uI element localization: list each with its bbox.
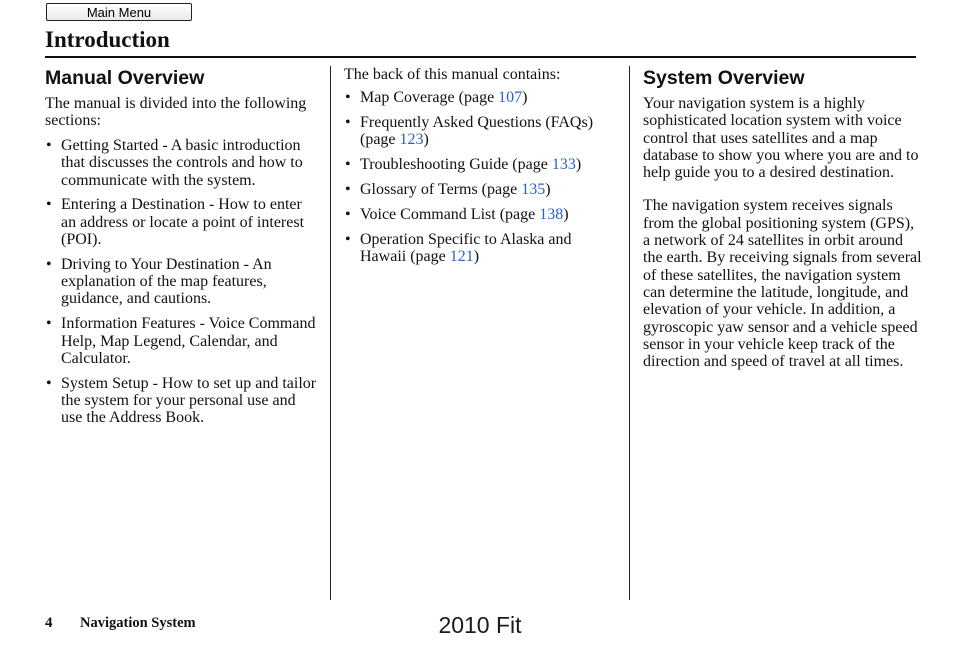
page-link-alaska-hawaii[interactable]: 121 (449, 247, 474, 265)
page-number: 4 (45, 615, 53, 631)
list-item (45, 256, 320, 308)
page-link-map-coverage[interactable]: 107 (498, 89, 523, 107)
back-of-manual-list (344, 89, 619, 265)
bullet-icon: • (46, 255, 52, 273)
bullet-icon: • (345, 230, 351, 248)
paren-close: ) (473, 247, 480, 265)
list-item-text: System Setup - How to set up and tailor the system for your personal use and use the Address Book. (61, 374, 317, 427)
list-item-text: Entering a Destination - How to enter an address or locate a point of interest (POI). (61, 196, 305, 249)
list-item (344, 89, 619, 106)
list-item (45, 137, 320, 189)
back-of-manual-column (344, 66, 619, 265)
bullet-icon: • (46, 137, 52, 155)
bullet-icon: • (345, 205, 351, 223)
column-divider-right (629, 66, 630, 600)
bullet-icon: • (345, 89, 351, 107)
system-overview-title: System Overview (643, 67, 805, 89)
paren-close: ) (575, 156, 582, 174)
watermark: 2010 Fit (438, 612, 522, 638)
bullet-icon: • (46, 315, 52, 333)
list-item (344, 114, 619, 149)
column-divider-left (330, 66, 331, 600)
list-item (45, 196, 320, 248)
list-item-text: Getting Started - A basic introduction that discusses the controls and how to communicate with the system. (61, 137, 303, 189)
main-menu-button[interactable]: Main Menu (46, 3, 192, 21)
paren-close: ) (545, 180, 551, 198)
page-link-voice-command-list[interactable]: 138 (539, 205, 564, 223)
list-item (344, 156, 619, 173)
list-item-text: Voice Command List (page (360, 205, 540, 223)
list-item-text: Driving to Your Destination - An explanation of the map features, guidance, and cautions. (61, 255, 272, 308)
manual-overview-column (45, 66, 320, 427)
list-item-text: Frequently Asked Questions (FAQs) (page (360, 114, 594, 149)
list-item-text: Glossary of Terms (page (360, 180, 522, 198)
system-overview-paragraph-1: Your navigation system is a highly sophisticated location system with voice control that uses satellites and a map database to show you where you are and to help guide you to a desired destination. (643, 95, 919, 182)
list-item (344, 206, 619, 223)
paren-close: ) (563, 205, 569, 223)
bullet-icon: • (46, 196, 52, 214)
page-link-glossary[interactable]: 135 (521, 180, 546, 198)
heading-rule (45, 56, 916, 58)
list-item-text: Information Features - Voice Command Help, Map Legend, Calendar, and Calculator. (61, 315, 316, 367)
bullet-icon: • (345, 180, 351, 198)
bullet-icon: • (345, 156, 351, 174)
bullet-icon: • (46, 374, 52, 392)
list-item-text: Map Coverage (page (360, 89, 499, 107)
system-overview-paragraph-2: The navigation system receives signals from the global positioning system (GPS), a network of 24 satellites in orbit around the earth. By receiving signals from several of these satellites, the navigation system can determine the latitude, longitude, and elevation of your vehicle. In addition, a gyroscopic yaw sensor and a vehicle speed sensor in your vehicle keep track of the direction and speed of travel at all times. (643, 197, 922, 371)
list-item-text: Troubleshooting Guide (page (360, 156, 552, 174)
footer-title: Navigation System (80, 615, 196, 631)
page-link-troubleshooting[interactable]: 133 (551, 156, 576, 174)
list-item (45, 315, 320, 367)
page-heading: Introduction (45, 27, 170, 52)
list-item (344, 231, 619, 266)
page-link-faqs[interactable]: 123 (399, 131, 424, 149)
list-item (45, 375, 320, 427)
system-overview-column (643, 66, 923, 370)
paren-close: ) (423, 131, 429, 149)
manual-sections-list (45, 137, 320, 426)
list-item-text: Operation Specific to Alaska and Hawaii (page (360, 230, 572, 265)
manual-overview-title: Manual Overview (45, 67, 205, 89)
bullet-icon: • (345, 114, 351, 132)
paren-close: ) (522, 89, 528, 107)
back-of-manual-intro: The back of this manual contains: (344, 66, 561, 83)
manual-overview-intro: The manual is divided into the following sections: (45, 95, 307, 130)
list-item (344, 181, 619, 198)
